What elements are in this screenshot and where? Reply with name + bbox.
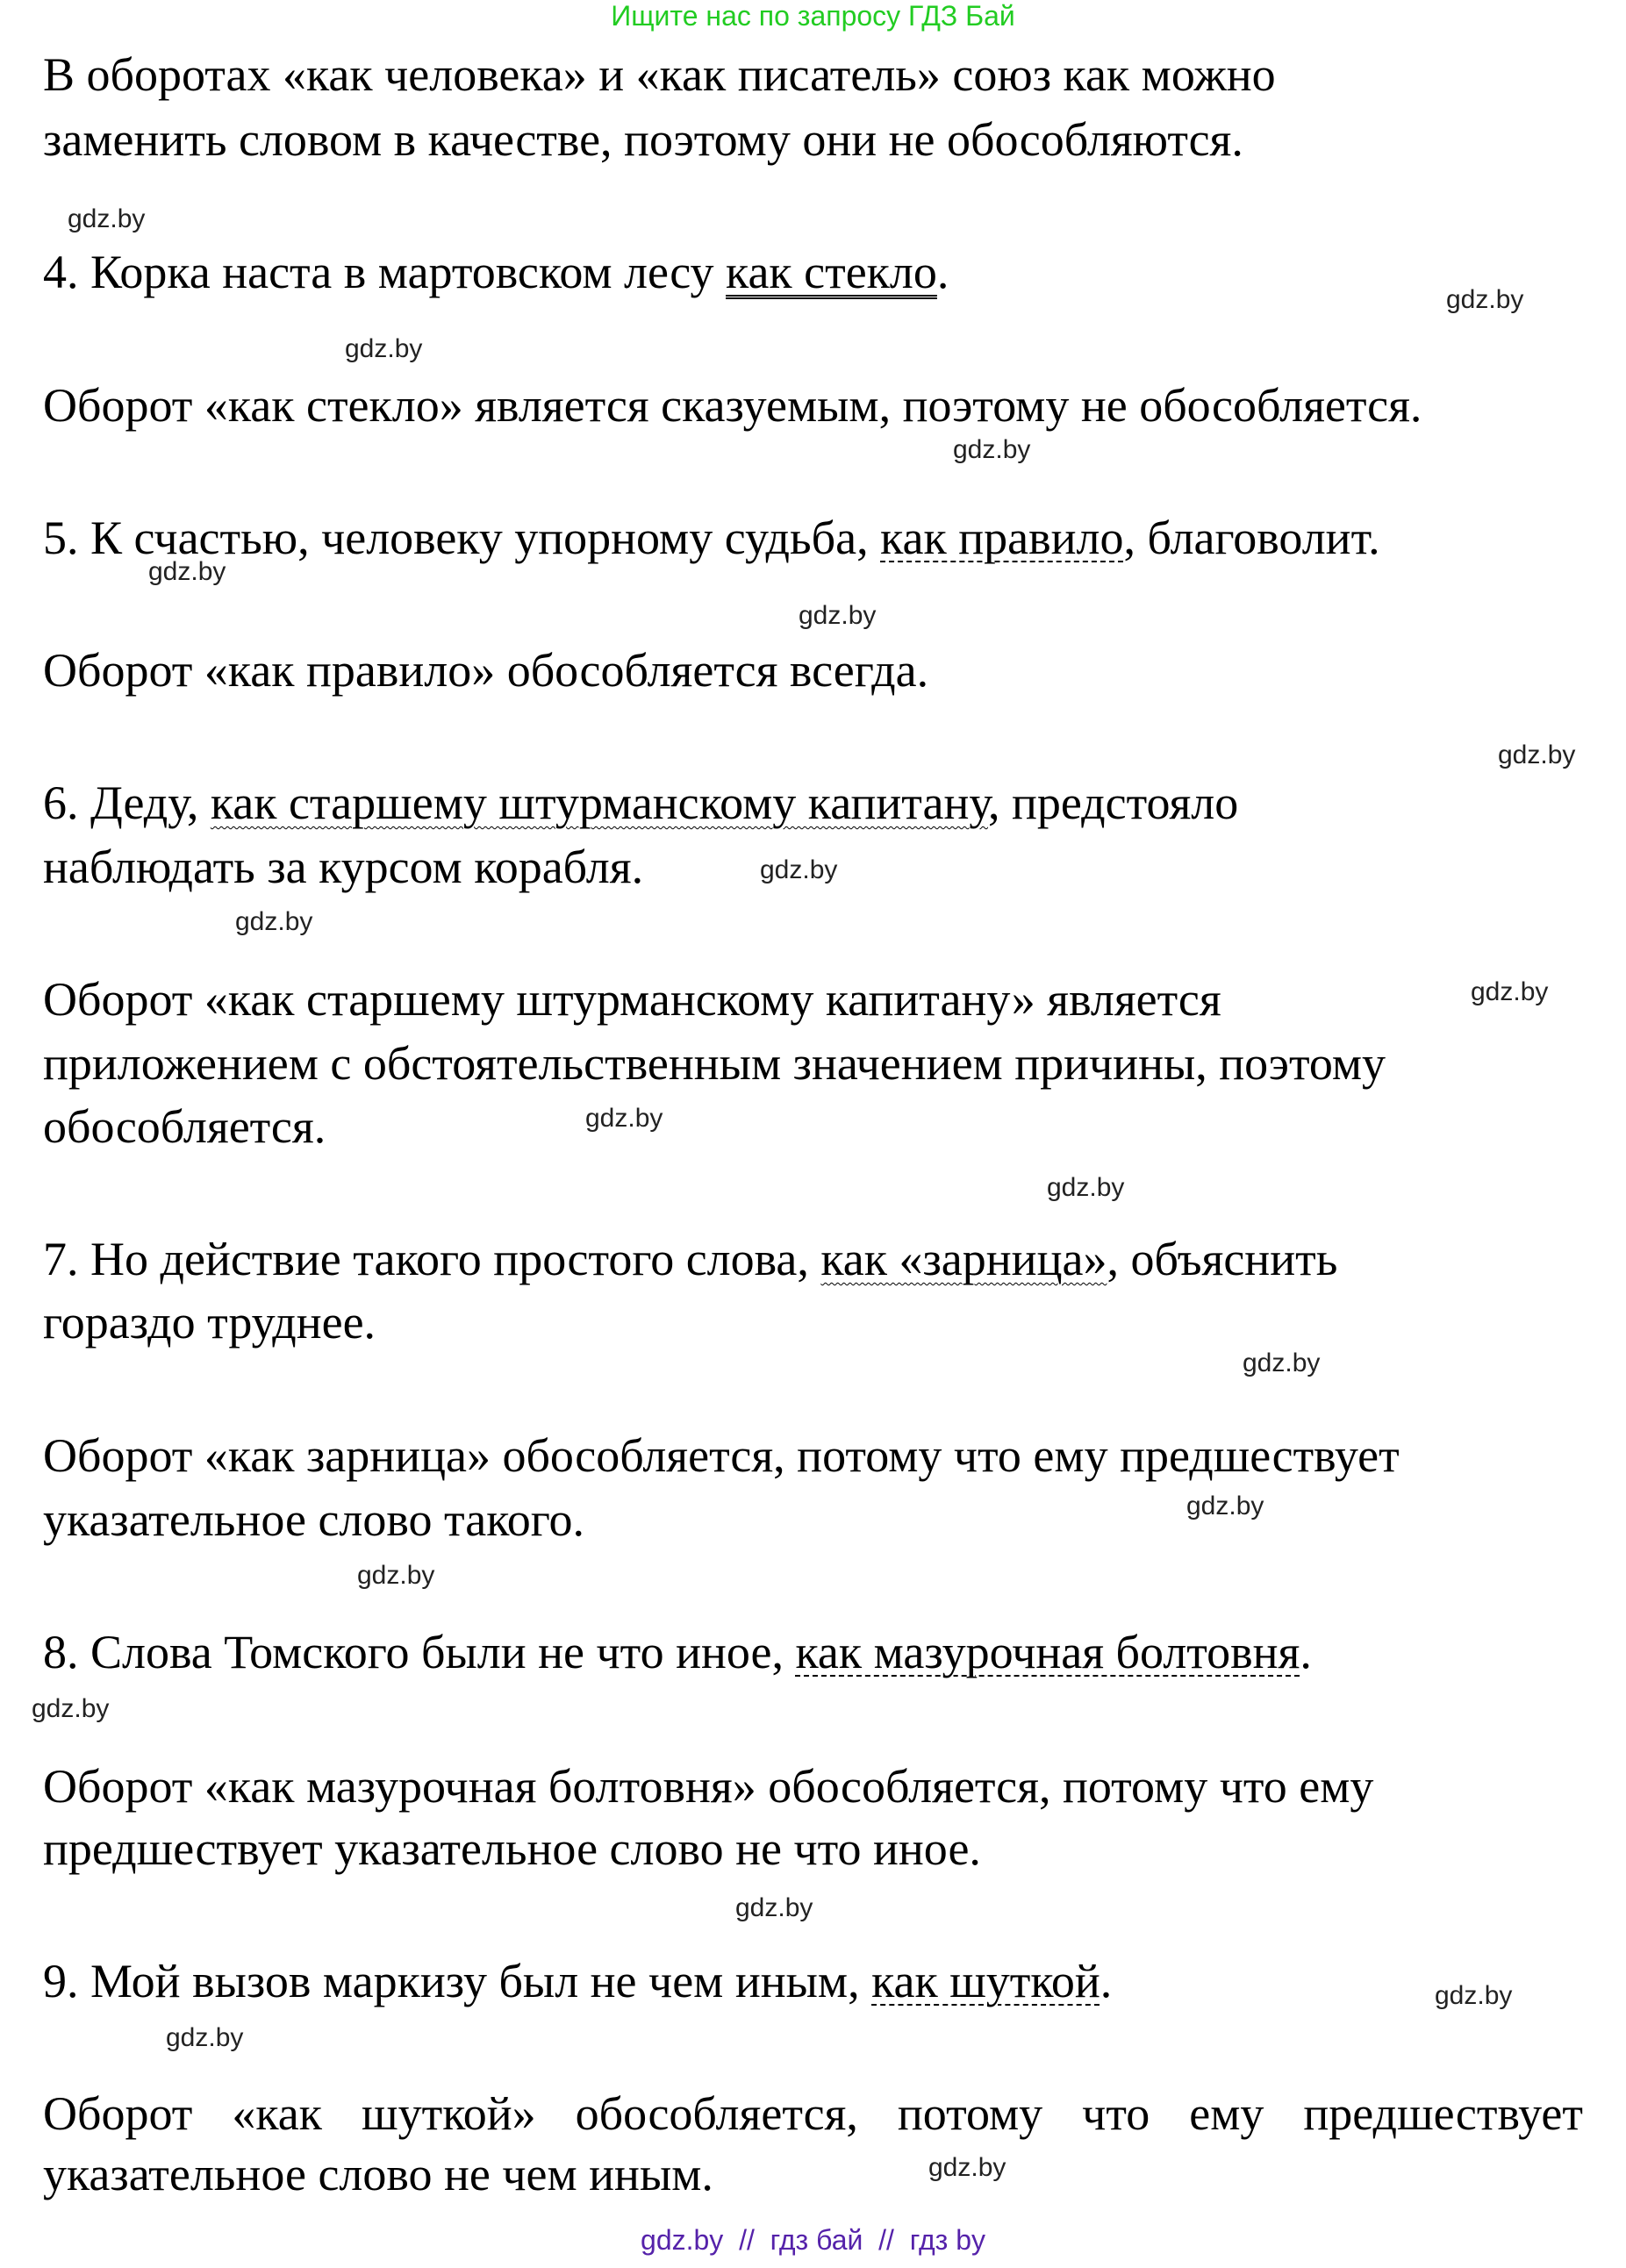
explanation-7: Оборот «как зарница» обособляется, потому что ему предшествует — [43, 1429, 1400, 1482]
explanation-6: приложением с обстоятельственным значением причины, поэтому — [43, 1037, 1386, 1090]
explanation-8: предшествует указательное слово не что иное. — [43, 1822, 981, 1875]
watermark: gdz.by — [799, 601, 877, 630]
explanation-9: указательное слово не чем иным. — [43, 2148, 713, 2200]
search-hint-header: Ищите нас по запросу ГДЗ Бай — [611, 0, 1015, 32]
watermark: gdz.by — [953, 435, 1031, 464]
watermark: gdz.by — [735, 1893, 813, 1922]
watermark: gdz.by — [1186, 1492, 1264, 1520]
predicate-underlined: как стекло — [726, 246, 937, 298]
sentence-text: 5. К счастью, человеку упорному судьба, — [43, 512, 881, 564]
footer-links: gdz.by // гдз бай // гдз by — [641, 2224, 985, 2256]
explanation-9: Оборот «как шуткой» обособляется, потому что ему предшествует — [43, 2087, 1583, 2140]
sentence-text: 9. Мой вызов маркизу был не чем иным, — [43, 1955, 872, 2007]
watermark: gdz.by — [148, 557, 226, 586]
sentence-7-line2: гораздо труднее. — [43, 1296, 376, 1349]
watermark: gdz.by — [68, 204, 146, 233]
object-underlined: как шуткой — [871, 1955, 1100, 2007]
sentence-text: , предстояло — [987, 776, 1239, 829]
sentence-6-line2: наблюдать за курсом корабля. — [43, 841, 644, 893]
watermark: gdz.by — [166, 2023, 244, 2052]
sentence-text: . — [1300, 1626, 1312, 1678]
explanation-4: Оборот «как стекло» является сказуемым, поэтому не обособляется. — [43, 379, 1422, 432]
adverbial-underlined: как правило — [880, 512, 1124, 564]
sentence-text: , благоволит. — [1123, 512, 1380, 564]
object-underlined: как мазурочная болтовня — [795, 1626, 1300, 1678]
sentence-text: 6. Деду, — [43, 776, 211, 829]
intro-line: В оборотах «как человека» и «как писатель» союз как можно — [43, 48, 1276, 101]
sentence-9 — [43, 1949, 1112, 2014]
sentence-text: . — [1100, 1955, 1113, 2007]
attribute-underlined: как старшему штурманскому капитану — [210, 776, 988, 829]
watermark: gdz.by — [760, 855, 838, 884]
sentence-7 — [43, 1227, 1337, 1291]
sentence-text: , объяснить — [1107, 1233, 1338, 1285]
watermark: gdz.by — [235, 907, 313, 936]
explanation-5: Оборот «как правило» обособляется всегда. — [43, 644, 929, 697]
watermark: gdz.by — [1446, 285, 1524, 314]
explanation-7: указательное слово такого. — [43, 1493, 585, 1546]
watermark: gdz.by — [1471, 977, 1549, 1006]
intro-line: заменить словом в качестве, поэтому они не обособляются. — [43, 113, 1243, 166]
attribute-underlined: как «зарница» — [820, 1233, 1107, 1285]
sentence-5 — [43, 505, 1380, 570]
explanation-8: Оборот «как мазурочная болтовня» обособляется, потому что ему — [43, 1760, 1374, 1813]
watermark: gdz.by — [585, 1104, 663, 1133]
sentence-6 — [43, 770, 1238, 835]
watermark: gdz.by — [1498, 740, 1576, 769]
sentence-text: 7. Но действие такого простого слова, — [43, 1233, 821, 1285]
watermark: gdz.by — [345, 334, 423, 363]
watermark: gdz.by — [1243, 1349, 1321, 1377]
sentence-8 — [43, 1620, 1312, 1685]
sentence-text: 8. Слова Томского были не что иное, — [43, 1626, 796, 1678]
watermark: gdz.by — [1047, 1173, 1125, 1202]
watermark: gdz.by — [1435, 1981, 1513, 2010]
sentence-text: 4. Корка наста в мартовском лесу — [43, 246, 727, 298]
watermark: gdz.by — [928, 2153, 1006, 2182]
watermark: gdz.by — [32, 1694, 110, 1723]
watermark: gdz.by — [357, 1561, 435, 1590]
explanation-6: Оборот «как старшему штурманскому капитану» является — [43, 973, 1221, 1026]
explanation-6: обособляется. — [43, 1100, 326, 1153]
sentence-4 — [43, 240, 949, 304]
sentence-text: . — [936, 246, 949, 298]
